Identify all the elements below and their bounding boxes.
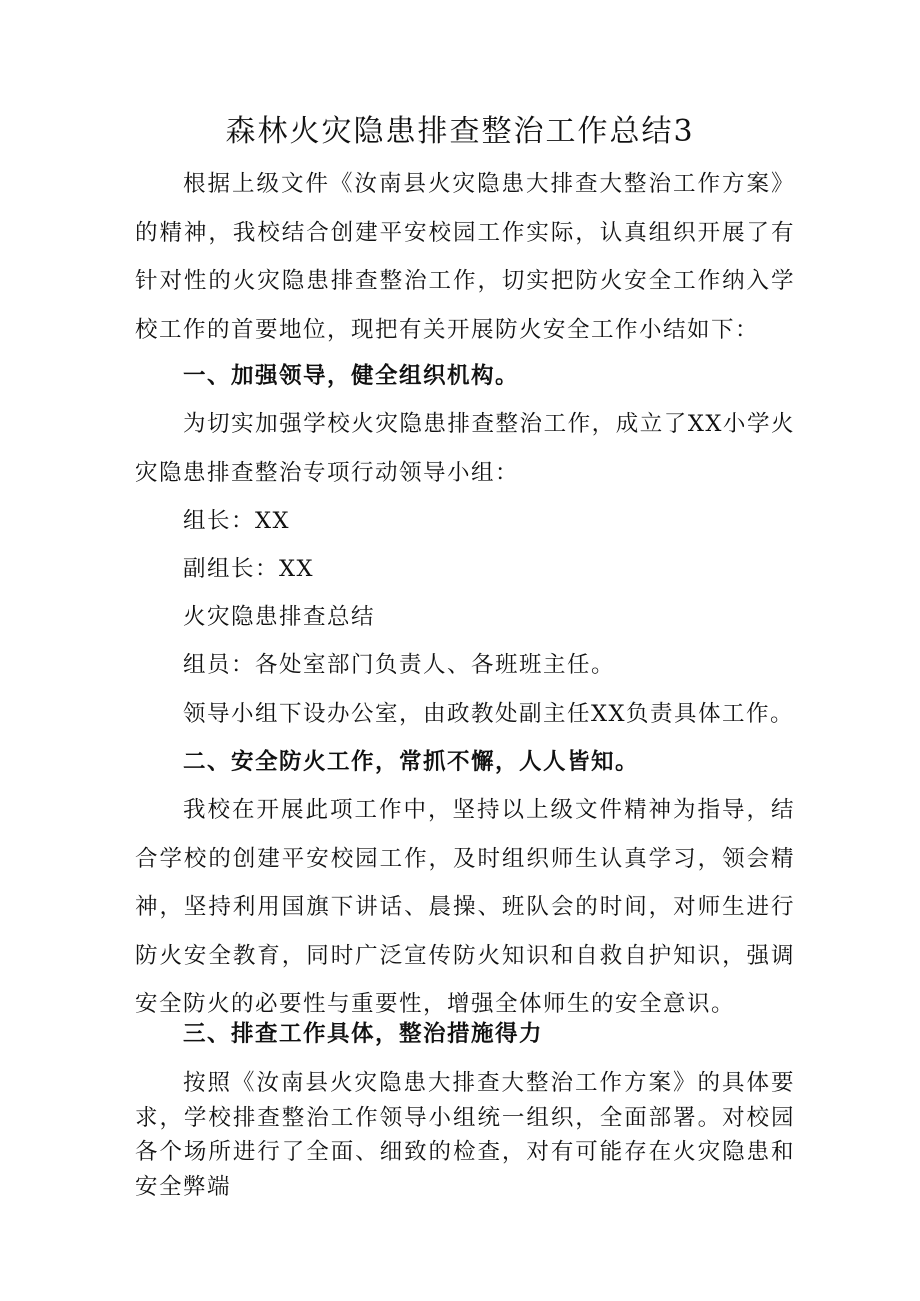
section-1-heading: 一、加强领导，健全组织机构。 [183, 363, 520, 389]
office-note: 领导小组下设办公室，由政教处副主任XX负责具体工作。 [183, 701, 795, 727]
section-1-body: 为切实加强学校火灾隐患排查整治工作，成立了XX小学火灾隐患排查整治专项行动领导小组： [135, 411, 795, 486]
section-2-body: 我校在开展此项工作中，坚持以上级文件精神为指导，结合学校的创建平安校园工作，及时组织师生认真学习，领会精神，坚持利用国旗下讲话、晨操、班队会的时间，对师生进行防火安全教育，同时广泛宣传防火知识和自救自护知识，强调安全防火的必要性与重要性，增强全体师生的安全意识。 [135, 797, 795, 1017]
section-3-body: 按照《汝南县火灾隐患大排查大整治工作方案》的具体要求，学校排查整治工作领导小组统一组织，全面部署。对校园各个场所进行了全面、细致的检查，对有可能存在火灾隐患和安全弊端 [135, 1070, 795, 1200]
section-2-heading: 二、安全防火工作，常抓不懈，人人皆知。 [183, 749, 640, 775]
section-3-heading: 三、排查工作具体，整治措施得力 [183, 1021, 544, 1047]
group-leader: 组长：XX [183, 508, 291, 534]
deputy-leader: 副组长：XX [183, 556, 315, 582]
intro-paragraph: 根据上级文件《汝南县火灾隐患大排查大整治工作方案》的精神，我校结合创建平安校园工作实际，认真组织开展了有针对性的火灾隐患排查整治工作，切实把防火安全工作纳入学校工作的首要地位，现把有关开展防火安全工作小结如下： [135, 171, 795, 343]
document-title: 森林火灾隐患排查整治工作总结3 [225, 114, 695, 149]
inline-subtitle: 火灾隐患排查总结 [183, 604, 376, 630]
group-members: 组员：各处室部门负责人、各班班主任。 [183, 652, 616, 678]
